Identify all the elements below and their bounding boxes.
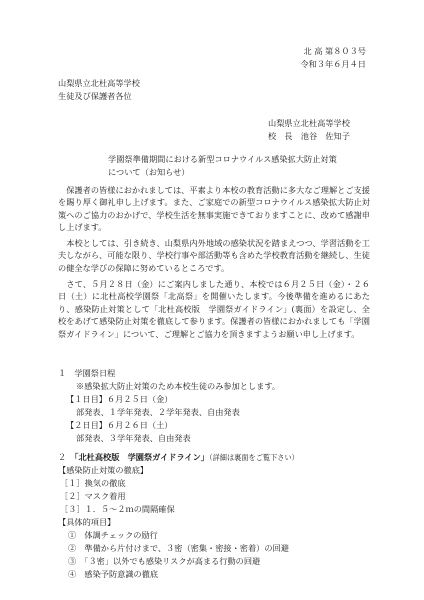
section2-item2-1: ① 体調チェックの励行: [68, 530, 158, 540]
body-paragraph-1: 保護者の皆様におかれましては、平素より本校の教育活動に多大なご理解とご支援を賜り厚く御礼申し上げます。また、ご家庭での新型コロナウイルス感染拡大防止対策へのご協力のおかげで、学校生活を無事実施できておりますことに、改めて感謝申し上げます。: [58, 185, 370, 233]
section1-day2-label: 【２日目】６月２６日（土）: [66, 420, 173, 430]
section1-note: ※感染拡大防止対策のため本校生徒のみ参加とします。: [76, 381, 281, 391]
section1-heading: １ 学園祭日程: [58, 368, 116, 378]
recipient-school: 山梨県立北杜高等学校: [58, 78, 140, 88]
section2-item2-2: ② 準備から片付けまで、３密（密集・密接・密着）の回避: [68, 543, 289, 553]
section1-day2-detail: 部発表、３学年発表、自由発表: [76, 433, 191, 443]
document-title-line2: について（お知らせ）: [108, 167, 190, 177]
section2-item1-1: ［１］換気の徹底: [60, 478, 126, 488]
body-paragraph-2: 本校としては、引き続き、山梨県内外地域の感染状況を踏まえつつ、学習活動を工夫しながら、可能な限り、学校行事や部活動等も含めた学校教育活動を継続し、生徒の健全な学びの保障に努めているところです。: [58, 238, 370, 273]
document-date: 令和３年６月４日: [300, 59, 366, 69]
section2-heading-prefix: ２: [58, 452, 75, 462]
section2-sub2: 【具体的項目】: [58, 517, 116, 527]
section1-day1-label: 【１日目】６月２５日（金）: [66, 394, 173, 404]
sender-principal: 校 長 池谷 佐知子: [268, 131, 350, 141]
document-number: 北 高 第８０３号: [303, 46, 366, 56]
section1-day1-detail: 部発表、１学年発表、２学年発表、自由発表: [76, 407, 240, 417]
section2-heading: [58, 452, 299, 463]
body-paragraph-3: さて、５月２８日（金）にご案内しました通り、本校では６月２５日（金）・２６日（土）に北杜高校学園祭「北高祭」を開催いたします。今後準備を進めるにあたり、感染防止対策として「北杜高校版 学園祭ガイドライン」(裏面）を設定し、全校をあげて感染防止対策を徹底して参ります。保護者の皆様におかれましても「学園祭ガイドライン」について、ご理解とご協力を頂きますようお願い申し上げます。: [58, 279, 370, 339]
section2-item1-3: ［３］１．５～２ｍの間隔確保: [60, 504, 175, 514]
section2-item2-3: ③ 「３密」以外でも感染リスクが高まる行動の回避: [68, 556, 261, 566]
section2-item2-4: ④ 感染予防意識の徹底: [68, 569, 159, 579]
recipient-audience: 生徒及び保護者各位: [58, 91, 132, 101]
section2-heading-title: 「北杜高校版 学園祭ガイドライン」: [74, 452, 209, 462]
sender-school: 山梨県立北杜高等学校: [268, 118, 350, 128]
section2-sub1: 【感染防止対策の徹底】: [58, 465, 149, 475]
section2-heading-note: （詳細は裏面をご覧下さい）: [209, 453, 299, 462]
section2-item1-2: ［２］マスク着用: [60, 491, 126, 501]
document-title-line1: 学園祭準備期間における新型コロナウイルス感染拡大防止対策: [108, 154, 337, 164]
